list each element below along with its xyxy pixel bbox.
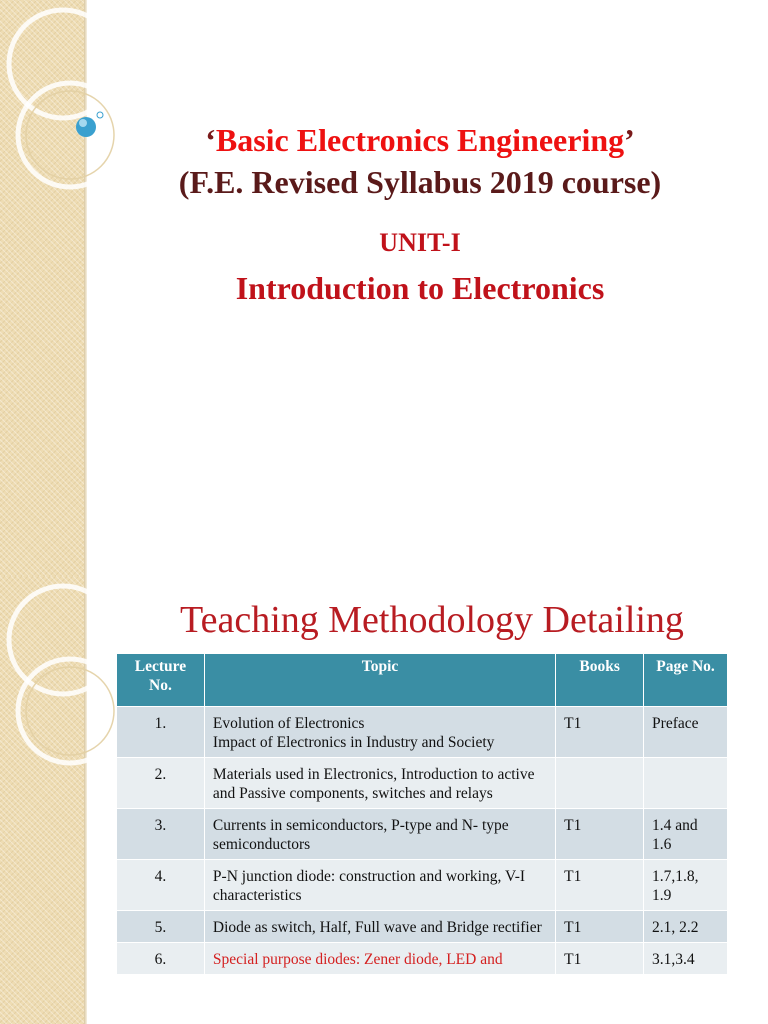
slide-title: Teaching Methodology Detailing — [180, 599, 684, 641]
methodology-table — [116, 653, 728, 975]
topic-line: Evolution of Electronics — [212, 715, 365, 732]
table-row — [117, 707, 728, 758]
lecture-no: 6. — [117, 943, 205, 975]
lecture-no: 5. — [117, 911, 205, 943]
table-row — [117, 809, 728, 860]
topic-cell: Special purpose diodes: Zener diode, LED and — [204, 943, 555, 975]
table-row — [117, 943, 728, 975]
course-subtitle: (F.E. Revised Syllabus 2019 course) — [178, 164, 662, 200]
course-title-text: Basic Electronics Engineering — [215, 122, 625, 158]
methodology-slide — [0, 576, 768, 1024]
table-row — [117, 860, 728, 911]
book-cell — [556, 758, 644, 809]
lecture-no: 2. — [117, 758, 205, 809]
unit-title: Introduction to Electronics — [235, 270, 605, 306]
page-cell: Preface — [644, 707, 728, 758]
lecture-no: 3. — [117, 809, 205, 860]
title-open-quote: ‘ — [205, 122, 216, 158]
table-row — [117, 758, 728, 809]
lecture-no: 1. — [117, 707, 205, 758]
book-cell: T1 — [556, 707, 644, 758]
table-header-row — [117, 654, 728, 707]
topic-cell: Diode as switch, Half, Full wave and Bridge rectifier — [204, 911, 555, 943]
book-cell: T1 — [556, 911, 644, 943]
table-row — [117, 911, 728, 943]
course-title — [90, 122, 750, 159]
topic-cell — [204, 707, 555, 758]
topic-line: Impact of Electronics in Industry and Society — [212, 734, 495, 751]
header-lecture-no: Lecture No. — [117, 654, 205, 707]
page-cell: 1.7,1.8, 1.9 — [644, 860, 728, 911]
page-cell — [644, 758, 728, 809]
topic-cell: P-N junction diode: construction and working, V-I characteristics — [204, 860, 555, 911]
page-cell: 3.1,3.4 — [644, 943, 728, 975]
book-cell: T1 — [556, 943, 644, 975]
topic-cell: Materials used in Electronics, Introduction to active and Passive components, switches and relays — [204, 758, 555, 809]
unit-label: UNIT-I — [379, 228, 461, 257]
title-close-quote: ’ — [624, 122, 635, 158]
header-books: Books — [556, 654, 644, 707]
page-cell: 1.4 and 1.6 — [644, 809, 728, 860]
header-page-no: Page No. — [644, 654, 728, 707]
page-cell: 2.1, 2.2 — [644, 911, 728, 943]
header-topic: Topic — [204, 654, 555, 707]
topic-cell: Currents in semiconductors, P-type and N- type semiconductors — [204, 809, 555, 860]
book-cell: T1 — [556, 809, 644, 860]
lecture-no: 4. — [117, 860, 205, 911]
book-cell: T1 — [556, 860, 644, 911]
